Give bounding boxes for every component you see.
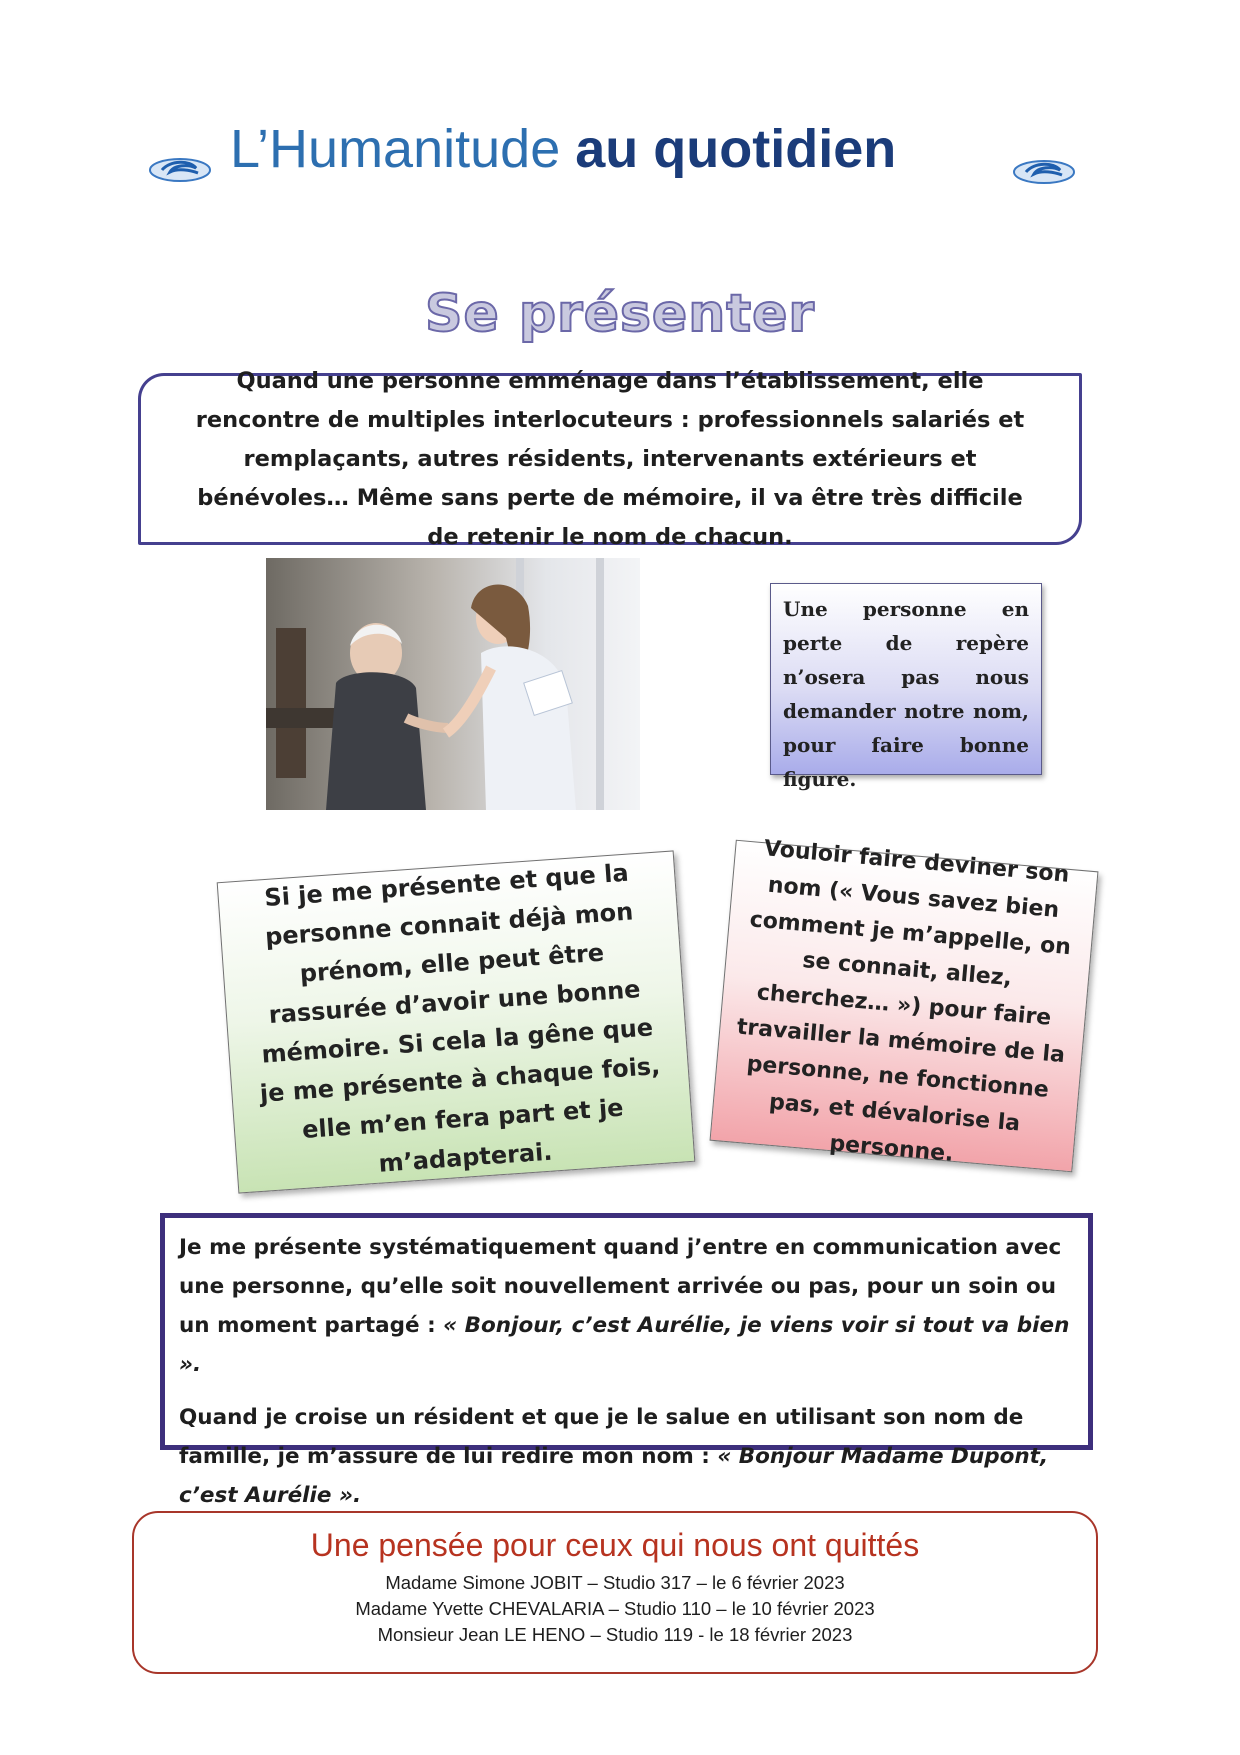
practice-paragraph-2 [179,1398,1074,1515]
page-header-title [230,118,896,180]
practice-quote-2: « Bonjour Madame Dupont, c’est Aurélie ». [179,1444,1049,1508]
practice-text-2: Quand je croise un résident et que je le salue en utilisant son nom de famille, je m’assure de lui redire mon nom : [179,1405,1024,1469]
note-pink-text: Vouloir faire deviner son nom (« Vous savez bien comment je m’appelle, on se connait, allez, cherchez… ») pour faire travailler la mémoire de la personne, ne fonctionne pas, et dévalorise la personne. [735,836,1072,1167]
memorial-title: Une pensée pour ceux qui nous ont quittés [310,1527,920,1563]
practice-box [160,1213,1093,1508]
memorial-line: Madame Simone JOBIT – Studio 317 – le 6 février 2023 [385,1572,845,1593]
memorial-box [132,1511,1098,1674]
intro-text: Quand une personne emménage dans l’établissement, elle rencontre de multiples interlocuteurs : professionnels salariés et remplaçants, autres résidents, intervenants extérieurs et bénévoles… Même sans perte de mémoire, il va être très difficile de retenir le nom de chacun. [195,367,1025,550]
practice-paragraph-1 [179,1228,1074,1384]
note-green [217,850,696,1193]
intro-box [138,367,1082,550]
header-title-bold: au quotidien [575,119,897,179]
memorial-line: Madame Yvette CHEVALARIA – Studio 110 – le 10 février 2023 [355,1598,875,1619]
header-title-light: L’Humanitude [230,119,561,179]
practice-text-1: Je me présente systématiquement quand j’entre en communication avec une personne, qu’elle soit nouvellement arrivée ou pas, pour un soin ou un moment partagé : [179,1235,1062,1338]
memorial-line: Monsieur Jean LE HENO – Studio 119 - le 18 février 2023 [377,1624,853,1645]
caregiver-photo [266,558,640,810]
note-blue-text: Une personne en perte de repère n’osera pas nous demander notre nom, pour faire bonne figure. [783,597,1029,791]
note-green-text: Si je me présente et que la personne connait déjà mon prénom, elle peut être rassurée d’avoir une bonne mémoire. Si cela la gêne que je me présente à chaque fois, elle m’en fera part et je m’adapterai. [259,858,662,1178]
swirl-logo-icon [1012,157,1076,187]
note-pink [710,836,1099,1173]
section-title: Se présenter [425,284,815,344]
note-blue [770,583,1042,791]
swirl-logo-icon [148,155,212,185]
practice-quote-1: « Bonjour, c’est Aurélie, je viens voir si tout va bien ». [179,1313,1070,1377]
